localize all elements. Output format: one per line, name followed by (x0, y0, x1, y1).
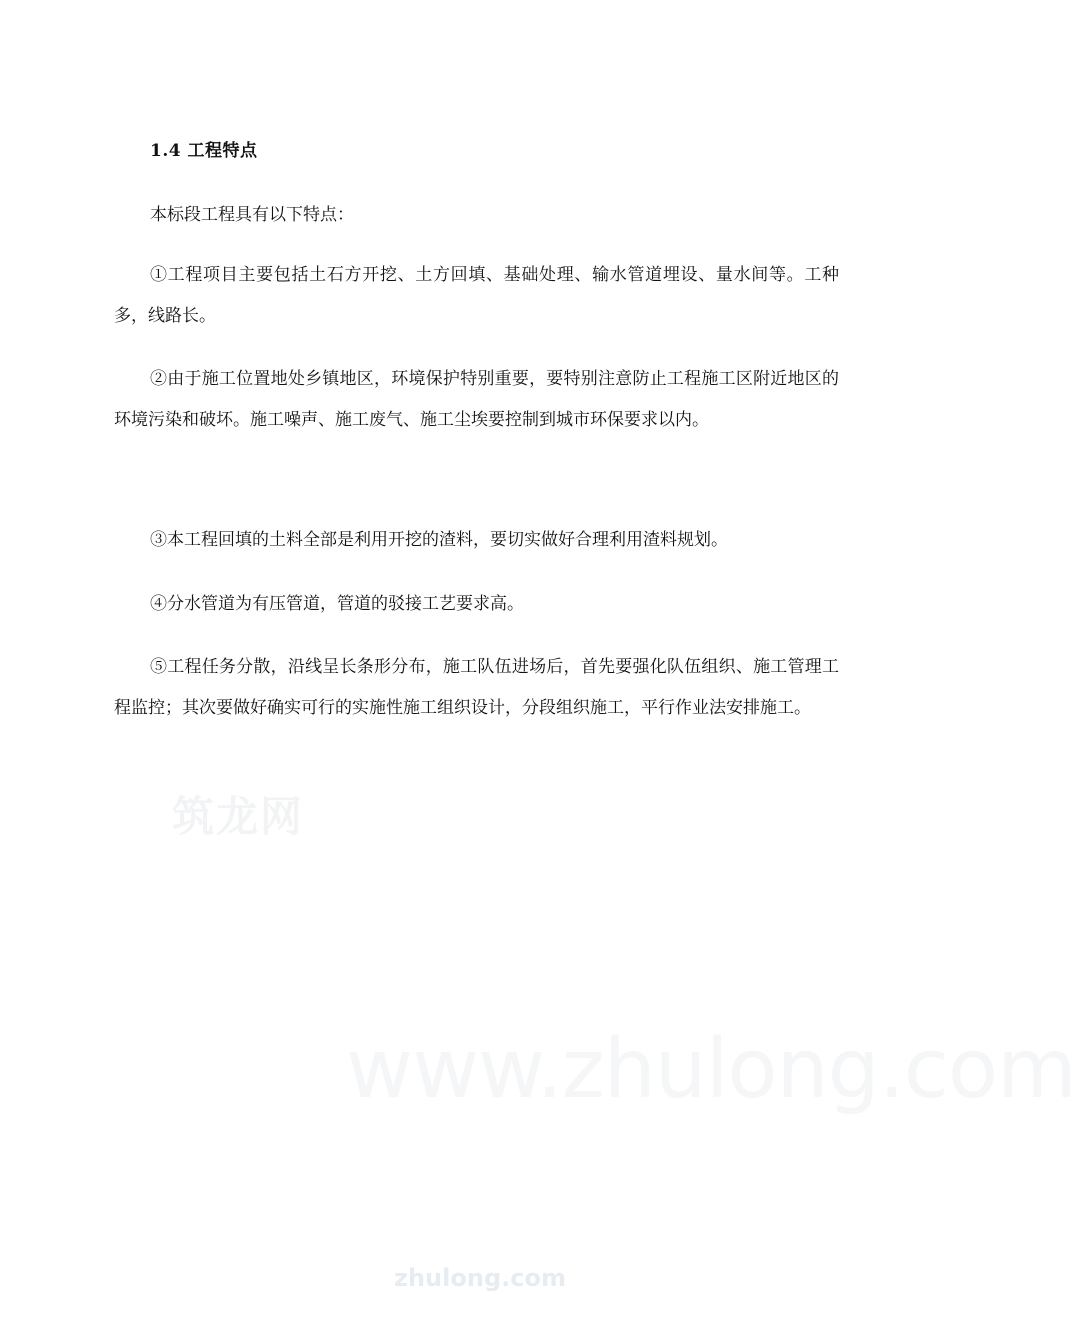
watermark-url: www.zhulong.com (346, 1022, 1076, 1117)
list-item: ①工程项目主要包括土石方开挖、土方回填、基础处理、输水管道埋设、量水间等。工种多，线路长。 (114, 265, 839, 326)
list-item: ②由于施工位置地处乡镇地区，环境保护特别重要，要特别注意防止工程施工区附近地区的环境污染和破坏。施工噪声、施工废气、施工尘埃要控制到城市环保要求以内。 (114, 369, 839, 430)
list-item: ③本工程回填的土料全部是利用开挖的渣料，要切实做好合理利用渣料规划。 (150, 530, 728, 550)
list-item: ④分水管道为有压管道，管道的驳接工艺要求高。 (150, 594, 524, 614)
watermark-footer: zhulong.com (394, 1264, 566, 1292)
watermark-logo-text: 筑龙网 (172, 792, 305, 841)
list-item: ⑤工程任务分散，沿线呈长条形分布，施工队伍进场后，首先要强化队伍组织、施工管理工程监控；其次要做好确实可行的实施性施工组织设计，分段组织施工，平行作业法安排施工。 (114, 657, 839, 718)
section-intro: 本标段工程具有以下特点： (150, 205, 354, 225)
section-heading: 1.4 工程特点 (150, 141, 258, 161)
